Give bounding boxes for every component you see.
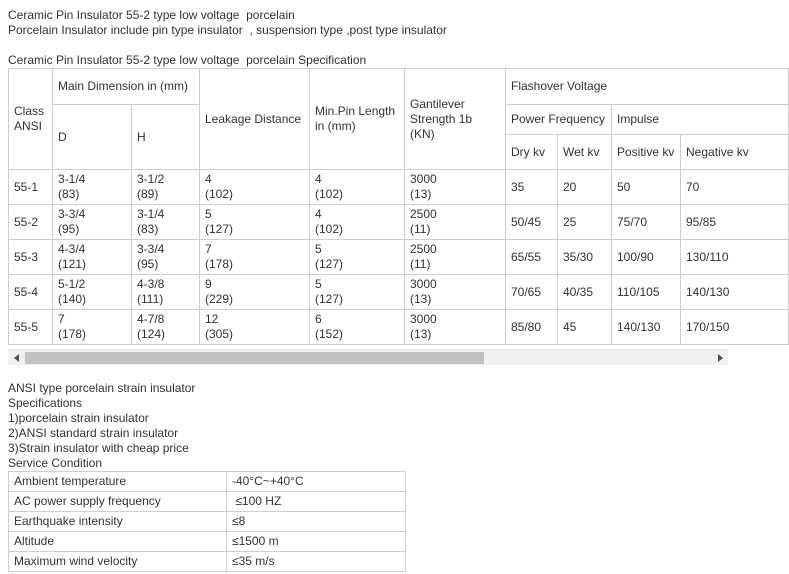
dimension-d-cell [53,240,132,275]
dimension-d-cell-line: 3-3/4 [58,207,86,221]
scrollbar-thumb[interactable] [25,352,484,364]
leakage-cell [200,240,310,275]
dimension-d-cell [53,275,132,310]
leakage-cell-line: 12 [205,312,219,326]
dimension-d-header: D [53,105,132,170]
dimension-h-cell [132,240,200,275]
dimension-d-cell-line: 3-1/4 [58,172,86,186]
main-dimension-header: Main Dimension in (mm) [53,69,200,105]
wet-kv-cell: 35/30 [558,240,612,275]
gantilever-cell-line: (13) [410,187,432,201]
negative-kv-header: Negative kv [681,135,789,170]
positive-kv-cell: 140/130 [612,310,681,345]
horizontal-scrollbar[interactable] [8,349,728,365]
min-pin-cell-line: 5 [315,242,322,256]
min-pin-cell [310,170,405,205]
wet-kv-cell: 45 [558,310,612,345]
dimension-d-cell [53,310,132,345]
gantilever-cell-line: 3000 [410,312,437,326]
specifications-label: Specifications [8,396,83,410]
table-row [9,240,789,275]
leakage-cell-line: (229) [205,292,234,306]
min-pin-cell-line: (152) [315,327,344,341]
service-condition-label: Service Condition [8,456,103,470]
positive-kv-cell: 110/105 [612,275,681,310]
dimension-h-cell [132,275,200,310]
gantilever-cell-line: (11) [410,257,431,271]
dimension-d-cell-line: 5-1/2 [58,277,86,291]
leakage-cell [200,170,310,205]
min-pin-cell-line: (102) [315,187,344,201]
gantilever-cell-line: (13) [410,327,432,341]
wet-kv-header: Wet kv [558,135,612,170]
gantilever-cell [405,240,506,275]
intro-line-2: Porcelain Insulator include pin type insulator , suspension type ,post type insulator [8,23,447,37]
leakage-cell-line: 5 [205,207,212,221]
negative-kv-cell: 95/85 [681,205,789,240]
class-cell: 55-4 [9,275,53,310]
dimension-h-header: H [132,105,200,170]
class-cell: 55-5 [9,310,53,345]
dimension-h-cell-line: (124) [137,327,166,341]
spec-item-3: 3)Strain insulator with cheap price [8,441,189,455]
leakage-distance-header: Leakage Distance [200,69,310,170]
dimension-h-cell [132,170,200,205]
arrow-right-icon[interactable] [712,350,728,366]
gantilever-cell-line: 2500 [410,207,437,221]
dry-kv-cell: 70/65 [506,275,558,310]
leakage-cell-line: 7 [205,242,212,256]
dimension-h-cell [132,310,200,345]
negative-kv-cell: 70 [681,170,789,205]
dimension-d-cell-line: (83) [58,187,80,201]
leakage-cell-line: 9 [205,277,212,291]
wet-kv-cell: 25 [558,205,612,240]
dry-kv-header: Dry kv [506,135,558,170]
min-pin-length-header: Min.Pin Length in (mm) [310,69,405,170]
leakage-cell-line: (305) [205,327,234,341]
dimension-d-cell-line: (178) [58,327,87,341]
leakage-cell-line: (178) [205,257,234,271]
dimension-d-cell [53,205,132,240]
table-row [9,205,789,240]
condition-label: Earthquake intensity [9,512,227,532]
gantilever-cell [405,170,506,205]
dimension-h-cell-line: (89) [137,187,159,201]
negative-kv-cell: 170/150 [681,310,789,345]
min-pin-cell [310,240,405,275]
gantilever-cell-line: 3000 [410,172,437,186]
dimension-h-cell-line: 4-3/8 [137,277,165,291]
gantilever-cell-line: 3000 [410,277,437,291]
flashover-voltage-header: Flashover Voltage [506,69,789,105]
spec-table [8,68,789,345]
condition-value: ≤8 [227,512,406,532]
dimension-d-cell-line: 7 [58,312,65,326]
condition-value: -40°C~+40°C [227,472,406,492]
gantilever-cell [405,205,506,240]
gantilever-cell-line: 2500 [410,242,437,256]
gantilever-cell [405,275,506,310]
spec-item-2: 2)ANSI standard strain insulator [8,426,179,440]
leakage-cell-line: (102) [205,187,234,201]
strain-insulator-title: ANSI type porcelain strain insulator [8,381,196,395]
condition-label: Ambient temperature [9,472,227,492]
leakage-cell [200,310,310,345]
negative-kv-cell: 130/110 [681,240,789,275]
min-pin-cell-line: 4 [315,172,322,186]
spec-table-title: Ceramic Pin Insulator 55-2 type low voltage porcelain Specification [8,53,367,67]
condition-label: Altitude [9,532,227,552]
table-row [9,552,406,572]
table-row [9,512,406,532]
power-frequency-header: Power Frequency [506,105,612,135]
spec-item-1: 1)porcelain strain insulator [8,411,149,425]
table-row [9,492,406,512]
class-cell: 55-2 [9,205,53,240]
impulse-header: Impulse [612,105,789,135]
dry-kv-cell: 85/80 [506,310,558,345]
table-row [9,275,789,310]
spec-table-scroll-area[interactable] [8,68,749,366]
positive-kv-cell: 75/70 [612,205,681,240]
min-pin-cell-line: (127) [315,257,344,271]
dimension-d-cell [53,170,132,205]
dimension-h-cell-line: 4-7/8 [137,312,165,326]
dry-kv-cell: 50/45 [506,205,558,240]
min-pin-cell [310,310,405,345]
dimension-h-cell-line: (83) [137,222,159,236]
leakage-cell [200,205,310,240]
dry-kv-cell: 65/55 [506,240,558,275]
condition-value: ≤1500 m [227,532,406,552]
min-pin-cell [310,205,405,240]
min-pin-cell-line: (102) [315,222,344,236]
dimension-h-cell-line: 3-1/4 [137,207,165,221]
gantilever-cell-line: (13) [410,292,432,306]
table-row [9,472,406,492]
wet-kv-cell: 40/35 [558,275,612,310]
class-cell: 55-3 [9,240,53,275]
positive-kv-cell: 50 [612,170,681,205]
gantilever-strength-header: Gantilever Strength 1b (KN) [405,69,506,170]
dimension-h-cell-line: 3-1/2 [137,172,165,186]
leakage-cell [200,275,310,310]
arrow-left-icon[interactable] [8,350,24,366]
intro-line-1: Ceramic Pin Insulator 55-2 type low voltage porcelain [8,8,295,22]
gantilever-cell [405,310,506,345]
dimension-d-cell-line: 4-3/4 [58,242,86,256]
condition-value: ≤100 HZ [227,492,406,512]
gantilever-cell-line: (11) [410,222,431,236]
leakage-cell-line: (127) [205,222,234,236]
class-cell: 55-1 [9,170,53,205]
dimension-d-cell-line: (95) [58,222,80,236]
condition-label: AC power supply frequency [9,492,227,512]
table-row [9,310,789,345]
dimension-d-cell-line: (121) [58,257,87,271]
leakage-cell-line: 4 [205,172,212,186]
condition-value: ≤35 m/s [227,552,406,572]
dimension-h-cell-line: (111) [137,292,164,306]
dimension-d-cell-line: (140) [58,292,87,306]
dimension-h-cell-line: 3-3/4 [137,242,165,256]
table-row [9,532,406,552]
dimension-h-cell [132,205,200,240]
positive-kv-cell: 100/90 [612,240,681,275]
min-pin-cell-line: 5 [315,277,322,291]
dry-kv-cell: 35 [506,170,558,205]
min-pin-cell-line: 6 [315,312,322,326]
positive-kv-header: Positive kv [612,135,681,170]
negative-kv-cell: 140/130 [681,275,789,310]
table-row [9,170,789,205]
min-pin-cell-line: (127) [315,292,344,306]
class-ansi-header: Class ANSI [9,69,53,170]
dimension-h-cell-line: (95) [137,257,159,271]
min-pin-cell [310,275,405,310]
service-condition-table [8,471,406,572]
condition-label: Maximum wind velocity [9,552,227,572]
wet-kv-cell: 20 [558,170,612,205]
min-pin-cell-line: 4 [315,207,322,221]
